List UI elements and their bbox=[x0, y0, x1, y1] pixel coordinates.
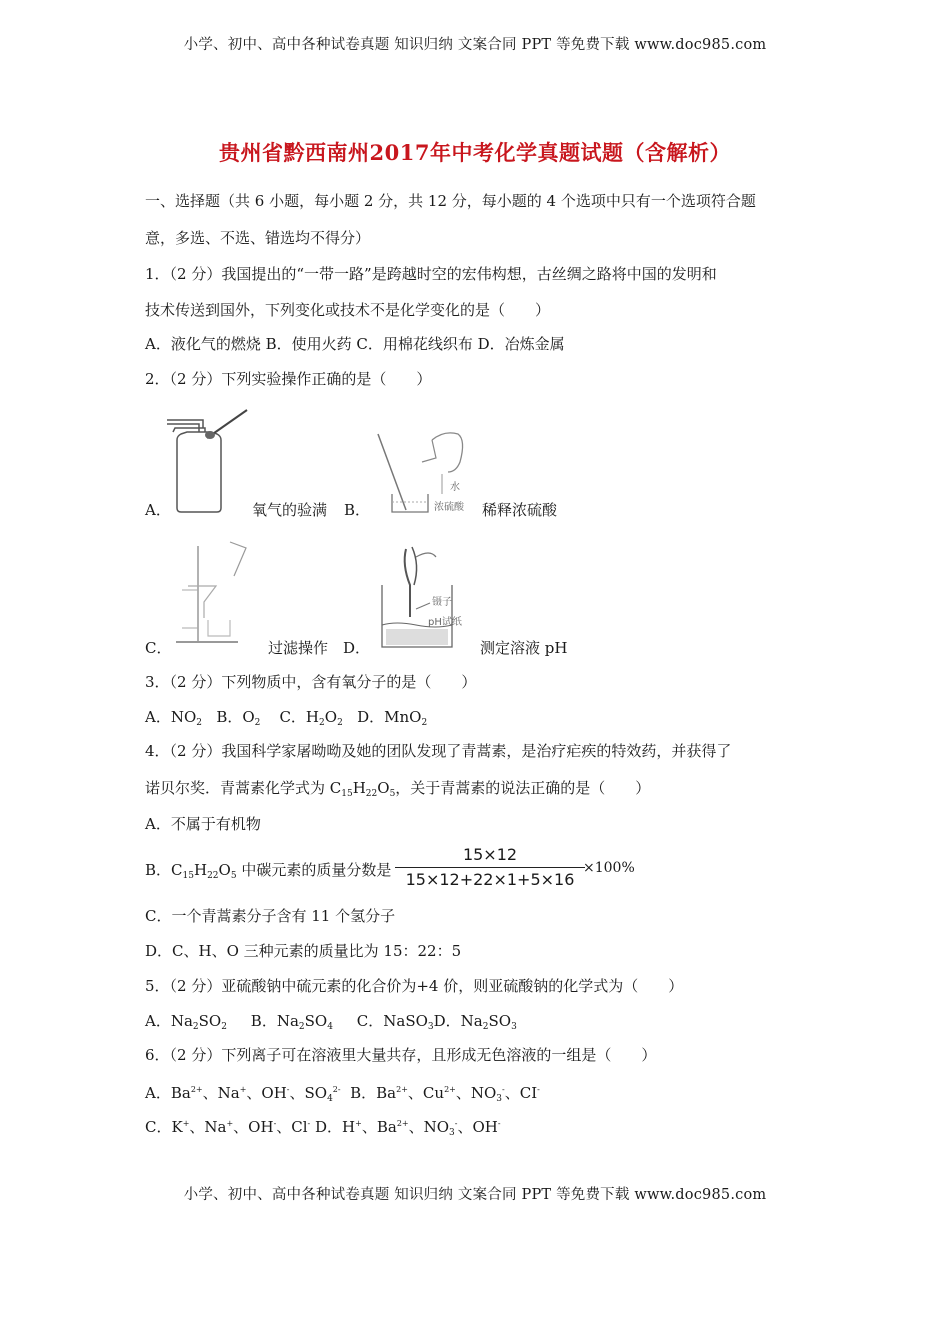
q2-option-d-text: 测定溶液 pH bbox=[480, 639, 568, 657]
q2-option-a-label: A． bbox=[145, 501, 171, 519]
water-label: 水 bbox=[450, 482, 460, 493]
q2-option-b-text: 稀释浓硫酸 bbox=[482, 501, 558, 519]
q6-options-ab: A．$Ba^{2+}$、Na+、OH-、$SO_4^{2-}$ B．$Ba^{2+}$、$Cu^{2+}$、$NO_3^-$、CI- bbox=[145, 1084, 540, 1104]
oxygen-bottle-figure bbox=[165, 408, 255, 516]
filtration-figure bbox=[168, 540, 260, 650]
fraction-bar bbox=[395, 867, 585, 868]
q4-stem-line1: 4．（2 分）我国科学家屠呦呦及她的团队发现了青蒿素，是治疗疟疾的特效药，并获得了 bbox=[145, 742, 732, 760]
page-footer: 小学、初中、高中各种试卷真题 知识归纳 文案合同 PPT 等免费下载 www.doc985.com bbox=[183, 1187, 767, 1203]
q2-stem: 2．（2 分）下列实验操作正确的是（ ） bbox=[145, 370, 432, 388]
fraction-denominator: 15×12+22×1+5×16 bbox=[405, 870, 575, 889]
page-header: 小学、初中、高中各种试卷真题 知识归纳 文案合同 PPT 等免费下载 www.doc985.com bbox=[183, 37, 767, 53]
q4-option-a: A．不属于有机物 bbox=[145, 815, 261, 833]
q5-options: A．$Na_2SO_2$ B．$Na_2SO_4$ C．NaSO$_3$D．$Na_2SO_3$ bbox=[145, 1012, 517, 1032]
q4-option-c: C．一个青蒿素分子含有 11 个氢分子 bbox=[145, 907, 396, 925]
ph-paper-label: pH试纸 bbox=[428, 617, 462, 628]
section-heading-line2: 意，多选、不选、错选均不得分） bbox=[145, 229, 371, 247]
dilute-acid-figure bbox=[372, 428, 482, 518]
q2-option-c-text: 过滤操作 bbox=[268, 639, 329, 657]
fraction-percent: ×100% bbox=[583, 860, 635, 876]
q2-option-b-label: B． bbox=[344, 501, 371, 519]
q5-stem: 5．（2 分）亚硫酸钠中硫元素的化合价为+4 价，则亚硫酸钠的化学式为（ ） bbox=[145, 977, 684, 995]
ph-test-figure bbox=[376, 545, 476, 653]
q1-options: A．液化气的燃烧 B．使用火药 C．用棉花线织布 D．冶炼金属 bbox=[145, 335, 565, 353]
mass-fraction bbox=[395, 845, 585, 890]
q6-options-cd: C．K+、Na+、OH-、Cl- D．H+、$Ba^{2+}$、$NO_3^-$、OH- bbox=[145, 1118, 501, 1138]
q2-option-a-text: 氧气的验满 bbox=[252, 501, 328, 519]
q6-stem: 6．（2 分）下列离子可在溶液里大量共存，且形成无色溶液的一组是（ ） bbox=[145, 1046, 657, 1064]
page-title: 贵州省黔西南州2017年中考化学真题试题（含解析） bbox=[219, 140, 731, 165]
section-heading-line1: 一、选择题（共 6 小题，每小题 2 分，共 12 分，每小题的 4 个选项中只有一个选项符合题 bbox=[145, 192, 756, 210]
q2-option-c-label: C． bbox=[145, 639, 172, 657]
q2-option-d-label: D． bbox=[343, 639, 371, 657]
q3-stem: 3．（2 分）下列物质中，含有氧分子的是（ ） bbox=[145, 673, 477, 691]
tweezers-label: 镊子 bbox=[432, 597, 452, 608]
fraction-numerator: 15×12 bbox=[462, 845, 518, 864]
q1-stem-line2: 技术传送到国外，下列变化或技术不是化学变化的是（ ） bbox=[145, 301, 551, 319]
acid-label: 浓硫酸 bbox=[434, 502, 464, 513]
q3-options: A．$NO_2$ B．$O_2$ C．$H_2O_2$ D．MnO$_2$ bbox=[145, 708, 428, 728]
q4-option-d: D．C、H、O 三种元素的质量比为 15：22：5 bbox=[145, 942, 462, 960]
q1-stem-line1: 1．（2 分）我国提出的“一带一路”是跨越时空的宏伟构想，古丝绸之路将中国的发明和 bbox=[145, 265, 717, 283]
q4-stem-line2: 诺贝尔奖．青蒿素化学式为 $C_{15}H_{22}O_5$，关于青蒿素的说法正确的是（ ） bbox=[145, 779, 651, 799]
q4-option-b: B．$C_{15}H_{22}O_5$ 中碳元素的质量分数是 bbox=[145, 861, 392, 881]
